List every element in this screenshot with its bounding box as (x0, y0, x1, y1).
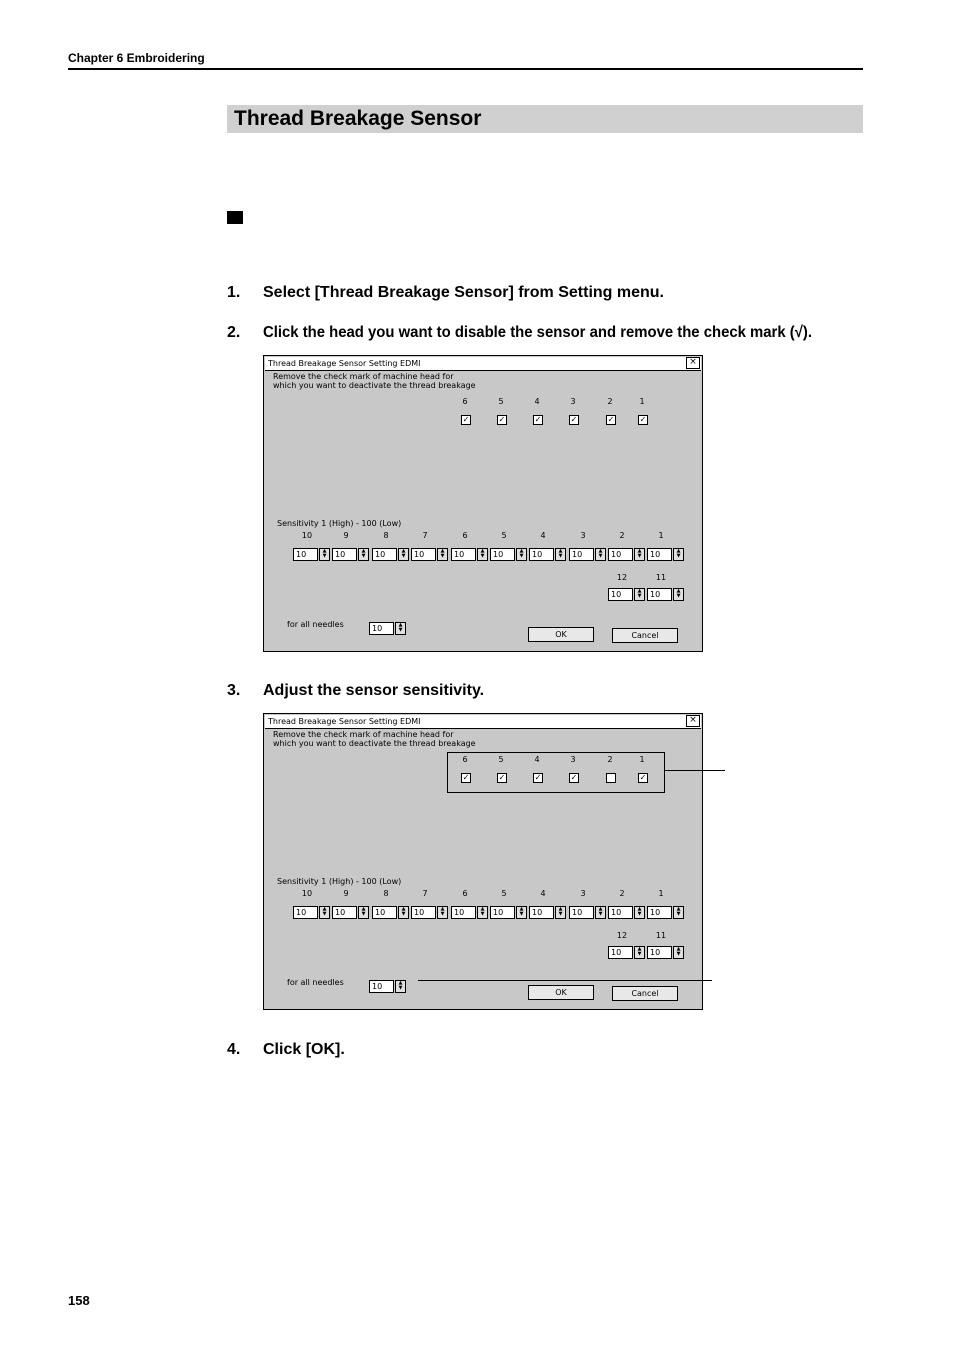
spin-down-icon[interactable]: ▼ (598, 553, 603, 559)
spinner-arrows[interactable] (634, 906, 645, 919)
sensitivity-spinner[interactable] (569, 906, 607, 919)
spinner-value-field[interactable]: 10 (369, 980, 394, 993)
spinner-value-field[interactable]: 10 (411, 906, 436, 919)
step-text: Click the head you want to disable the sensor and remove the check mark (√). (263, 324, 812, 341)
cancel-button[interactable]: Cancel (612, 628, 678, 643)
spinner-value-field[interactable]: 10 (647, 548, 672, 561)
spin-up-icon[interactable]: ▲ (398, 980, 403, 986)
needle-number-label: 7 (422, 889, 428, 898)
head-number-label: 5 (498, 397, 504, 406)
spin-up-icon[interactable]: ▲ (637, 548, 642, 554)
ok-button[interactable]: OK (528, 985, 594, 1000)
needle-number-label: 10 (301, 531, 313, 540)
needle-number-label: 2 (619, 889, 625, 898)
sensitivity-spinner[interactable] (293, 906, 331, 919)
head-checkbox[interactable]: ✓ (534, 415, 542, 424)
spin-up-icon[interactable]: ▲ (401, 906, 406, 912)
spin-up-icon[interactable]: ▲ (480, 548, 485, 554)
sensitivity-spinner[interactable] (608, 946, 646, 959)
spinner-arrows[interactable] (319, 906, 330, 919)
needle-number-label: 5 (501, 531, 507, 540)
spinner-arrows[interactable] (634, 588, 645, 601)
spin-up-icon[interactable]: ▲ (676, 946, 681, 952)
sensitivity-label: Sensitivity 1 (High) - 100 (Low) (277, 877, 402, 886)
head-checkbox[interactable]: ✓ (462, 773, 470, 782)
step-text: Adjust the sensor sensitivity. (263, 682, 485, 699)
spin-up-icon[interactable]: ▲ (480, 906, 485, 912)
spinner-arrows[interactable] (398, 548, 409, 561)
thread-breakage-dialog-2 (263, 713, 703, 1010)
step-number: 2. (227, 324, 241, 341)
spinner-value-field[interactable]: 10 (529, 548, 554, 561)
spin-down-icon[interactable]: ▼ (480, 911, 485, 917)
head-checkbox[interactable] (606, 773, 616, 783)
head-number-label: 4 (534, 755, 540, 764)
spinner-value-field[interactable]: 10 (332, 906, 357, 919)
needle-number-label: 10 (301, 889, 313, 898)
head-number-label: 4 (534, 397, 540, 406)
needle-number-label: 11 (655, 573, 667, 582)
spinner-arrows[interactable] (477, 906, 488, 919)
spinner-arrows[interactable] (555, 906, 566, 919)
spin-down-icon[interactable]: ▼ (637, 951, 642, 957)
sensitivity-label: Sensitivity 1 (High) - 100 (Low) (277, 519, 402, 528)
head-checkbox[interactable]: ✓ (607, 415, 615, 424)
chapter-header: Chapter 6 Embroidering (68, 51, 205, 65)
spinner-value-field[interactable]: 10 (608, 548, 633, 561)
dialog-instruction (273, 372, 476, 390)
dialog-instruction (273, 730, 476, 748)
spin-up-icon[interactable]: ▲ (637, 946, 642, 952)
ok-button[interactable]: OK (528, 627, 594, 642)
head-checkbox[interactable]: ✓ (498, 415, 506, 424)
sensitivity-spinner[interactable] (647, 548, 685, 561)
spin-up-icon[interactable]: ▲ (440, 548, 445, 554)
bullet-square-icon (227, 211, 243, 224)
dialog-titlebar: Thread Breakage Sensor Setting EDMI (265, 715, 701, 729)
spin-up-icon[interactable]: ▲ (322, 548, 327, 554)
callout-line-for-all (418, 980, 712, 981)
spinner-value-field[interactable]: 10 (293, 906, 318, 919)
spinner-value-field[interactable]: 10 (490, 906, 515, 919)
sensitivity-spinner[interactable] (569, 548, 607, 561)
spin-down-icon[interactable]: ▼ (322, 911, 327, 917)
sensitivity-spinner[interactable] (647, 906, 685, 919)
spinner-value-field[interactable]: 10 (372, 548, 397, 561)
spin-up-icon[interactable]: ▲ (519, 548, 524, 554)
sensitivity-spinner[interactable] (608, 548, 646, 561)
head-number-label: 2 (607, 397, 613, 406)
spin-down-icon[interactable]: ▼ (676, 911, 681, 917)
head-checkbox[interactable]: ✓ (462, 415, 470, 424)
spin-down-icon[interactable]: ▼ (637, 553, 642, 559)
spin-down-icon[interactable]: ▼ (598, 911, 603, 917)
sensitivity-spinner[interactable] (332, 548, 370, 561)
needle-number-label: 4 (540, 531, 546, 540)
spin-down-icon[interactable]: ▼ (361, 911, 366, 917)
spinner-value-field[interactable]: 10 (608, 906, 633, 919)
head-checkbox[interactable]: ✓ (570, 773, 578, 782)
head-number-label: 1 (639, 397, 645, 406)
for-all-needles-label: for all needles (287, 978, 344, 987)
spin-down-icon[interactable]: ▼ (558, 911, 563, 917)
sensitivity-spinner[interactable] (451, 548, 489, 561)
spinner-arrows[interactable] (319, 548, 330, 561)
sensitivity-spinner[interactable] (647, 946, 685, 959)
spin-down-icon[interactable]: ▼ (558, 553, 563, 559)
needle-number-label: 1 (658, 531, 664, 540)
spinner-arrows[interactable] (673, 946, 684, 959)
sensitivity-spinner[interactable] (372, 906, 410, 919)
head-number-label: 3 (570, 755, 576, 764)
needle-number-label: 8 (383, 531, 389, 540)
spin-down-icon[interactable]: ▼ (480, 553, 485, 559)
spinner-arrows[interactable] (477, 548, 488, 561)
head-number-label: 2 (607, 755, 613, 764)
needle-number-label: 11 (655, 931, 667, 940)
spinner-value-field[interactable]: 10 (647, 906, 672, 919)
step-text: Click [OK]. (263, 1041, 345, 1058)
sensitivity-spinner[interactable] (411, 548, 449, 561)
needle-number-label: 6 (462, 531, 468, 540)
spinner-arrows[interactable] (673, 588, 684, 601)
for-all-needles-label: for all needles (287, 620, 344, 629)
page-number: 158 (68, 1293, 90, 1308)
spin-down-icon[interactable]: ▼ (440, 553, 445, 559)
spin-up-icon[interactable]: ▲ (322, 906, 327, 912)
spin-up-icon[interactable]: ▲ (361, 906, 366, 912)
needle-number-label: 9 (343, 531, 349, 540)
spinner-value-field[interactable]: 10 (451, 906, 476, 919)
spinner-arrows[interactable] (358, 906, 369, 919)
spinner-arrows[interactable] (437, 906, 448, 919)
spin-down-icon[interactable]: ▼ (401, 911, 406, 917)
sensitivity-spinner[interactable] (647, 588, 685, 601)
spin-up-icon[interactable]: ▲ (676, 588, 681, 594)
spin-up-icon[interactable]: ▲ (519, 906, 524, 912)
spin-down-icon[interactable]: ▼ (401, 553, 406, 559)
spin-down-icon[interactable]: ▼ (637, 911, 642, 917)
heads-highlight-box (447, 752, 665, 793)
head-checkbox[interactable]: ✓ (570, 415, 578, 424)
dialog-titlebar: Thread Breakage Sensor Setting EDMI (265, 357, 701, 371)
sensitivity-spinner[interactable] (293, 548, 331, 561)
needle-number-label: 9 (343, 889, 349, 898)
spinner-value-field[interactable]: 10 (569, 548, 594, 561)
needle-number-label: 3 (580, 889, 586, 898)
spinner-arrows[interactable] (673, 906, 684, 919)
head-number-label: 5 (498, 755, 504, 764)
spin-up-icon[interactable]: ▲ (598, 906, 603, 912)
sensitivity-spinner[interactable] (490, 906, 528, 919)
spin-down-icon[interactable]: ▼ (322, 553, 327, 559)
spinner-arrows[interactable] (595, 906, 606, 919)
head-checkbox[interactable]: ✓ (639, 773, 647, 782)
spinner-arrows[interactable] (358, 548, 369, 561)
spinner-value-field[interactable]: 10 (369, 622, 394, 635)
spin-down-icon[interactable]: ▼ (519, 553, 524, 559)
spinner-arrows[interactable] (516, 548, 527, 561)
spinner-arrows[interactable] (595, 548, 606, 561)
instruction-line: Remove the check mark of machine head for (273, 372, 454, 381)
spinner-value-field[interactable]: 10 (490, 548, 515, 561)
spin-down-icon[interactable]: ▼ (676, 553, 681, 559)
head-checkbox[interactable]: ✓ (498, 773, 506, 782)
step-number: 1. (227, 284, 241, 301)
spin-down-icon[interactable]: ▼ (676, 593, 681, 599)
spin-down-icon[interactable]: ▼ (398, 985, 403, 991)
spinner-value-field[interactable]: 10 (411, 548, 436, 561)
spin-up-icon[interactable]: ▲ (361, 548, 366, 554)
thread-breakage-dialog-1 (263, 355, 703, 652)
spinner-value-field[interactable]: 10 (529, 906, 554, 919)
step-number: 4. (227, 1041, 241, 1058)
header-rule (68, 68, 863, 70)
needle-number-label: 5 (501, 889, 507, 898)
head-checkbox[interactable]: ✓ (639, 415, 647, 424)
head-number-label: 3 (570, 397, 576, 406)
instruction-line: which you want to deactivate the thread breakage (273, 739, 476, 748)
sensitivity-spinner[interactable] (608, 588, 646, 601)
spinner-arrows[interactable] (395, 622, 406, 635)
section-title: Thread Breakage Sensor (227, 105, 863, 133)
spinner-value-field[interactable]: 10 (647, 588, 672, 601)
spin-up-icon[interactable]: ▲ (598, 548, 603, 554)
spin-down-icon[interactable]: ▼ (519, 911, 524, 917)
needle-number-label: 1 (658, 889, 664, 898)
spinner-value-field[interactable]: 10 (608, 588, 633, 601)
head-checkbox[interactable]: ✓ (534, 773, 542, 782)
sensitivity-spinner[interactable] (490, 548, 528, 561)
sensitivity-spinner[interactable] (411, 906, 449, 919)
spinner-arrows[interactable] (555, 548, 566, 561)
instruction-line: Remove the check mark of machine head for (273, 730, 454, 739)
needle-number-label: 7 (422, 531, 428, 540)
spinner-arrows[interactable] (673, 548, 684, 561)
cancel-button[interactable]: Cancel (612, 986, 678, 1001)
needle-number-label: 2 (619, 531, 625, 540)
spinner-arrows[interactable] (634, 548, 645, 561)
spin-up-icon[interactable]: ▲ (558, 548, 563, 554)
needle-number-label: 12 (616, 573, 628, 582)
spin-up-icon[interactable]: ▲ (558, 906, 563, 912)
spinner-arrows[interactable] (634, 946, 645, 959)
needle-number-label: 12 (616, 931, 628, 940)
spin-down-icon[interactable]: ▼ (637, 593, 642, 599)
step-text: Select [Thread Breakage Sensor] from Setting menu. (263, 284, 664, 301)
spinner-value-field[interactable]: 10 (293, 548, 318, 561)
spinner-arrows[interactable] (398, 906, 409, 919)
spinner-arrows[interactable] (437, 548, 448, 561)
sensitivity-spinner[interactable] (529, 906, 567, 919)
needle-number-label: 8 (383, 889, 389, 898)
sensitivity-spinner[interactable] (451, 906, 489, 919)
head-number-label: 6 (462, 755, 468, 764)
spinner-value-field[interactable]: 10 (372, 906, 397, 919)
spin-up-icon[interactable]: ▲ (401, 548, 406, 554)
spin-down-icon[interactable]: ▼ (361, 553, 366, 559)
close-icon[interactable]: × (686, 715, 700, 727)
close-icon[interactable]: × (686, 357, 700, 369)
spinner-value-field[interactable]: 10 (647, 946, 672, 959)
sensitivity-spinner[interactable] (369, 980, 407, 993)
callout-line-heads (665, 770, 725, 771)
spinner-value-field[interactable]: 10 (332, 548, 357, 561)
spinner-value-field[interactable]: 10 (608, 946, 633, 959)
spin-down-icon[interactable]: ▼ (676, 951, 681, 957)
sensitivity-spinner[interactable] (372, 548, 410, 561)
sensitivity-spinner[interactable] (369, 622, 407, 635)
instruction-line: which you want to deactivate the thread breakage (273, 381, 476, 390)
spin-up-icon[interactable]: ▲ (637, 906, 642, 912)
spinner-value-field[interactable]: 10 (569, 906, 594, 919)
needle-number-label: 3 (580, 531, 586, 540)
head-number-label: 6 (462, 397, 468, 406)
needle-number-label: 6 (462, 889, 468, 898)
needle-number-label: 4 (540, 889, 546, 898)
spinner-arrows[interactable] (395, 980, 406, 993)
step-number: 3. (227, 682, 241, 699)
sensitivity-spinner[interactable] (529, 548, 567, 561)
spin-up-icon[interactable]: ▲ (676, 548, 681, 554)
spin-down-icon[interactable]: ▼ (398, 627, 403, 633)
spin-up-icon[interactable]: ▲ (676, 906, 681, 912)
spin-up-icon[interactable]: ▲ (398, 622, 403, 628)
spin-up-icon[interactable]: ▲ (637, 588, 642, 594)
spinner-value-field[interactable]: 10 (451, 548, 476, 561)
sensitivity-spinner[interactable] (608, 906, 646, 919)
head-number-label: 1 (639, 755, 645, 764)
sensitivity-spinner[interactable] (332, 906, 370, 919)
spin-down-icon[interactable]: ▼ (440, 911, 445, 917)
spinner-arrows[interactable] (516, 906, 527, 919)
spin-up-icon[interactable]: ▲ (440, 906, 445, 912)
